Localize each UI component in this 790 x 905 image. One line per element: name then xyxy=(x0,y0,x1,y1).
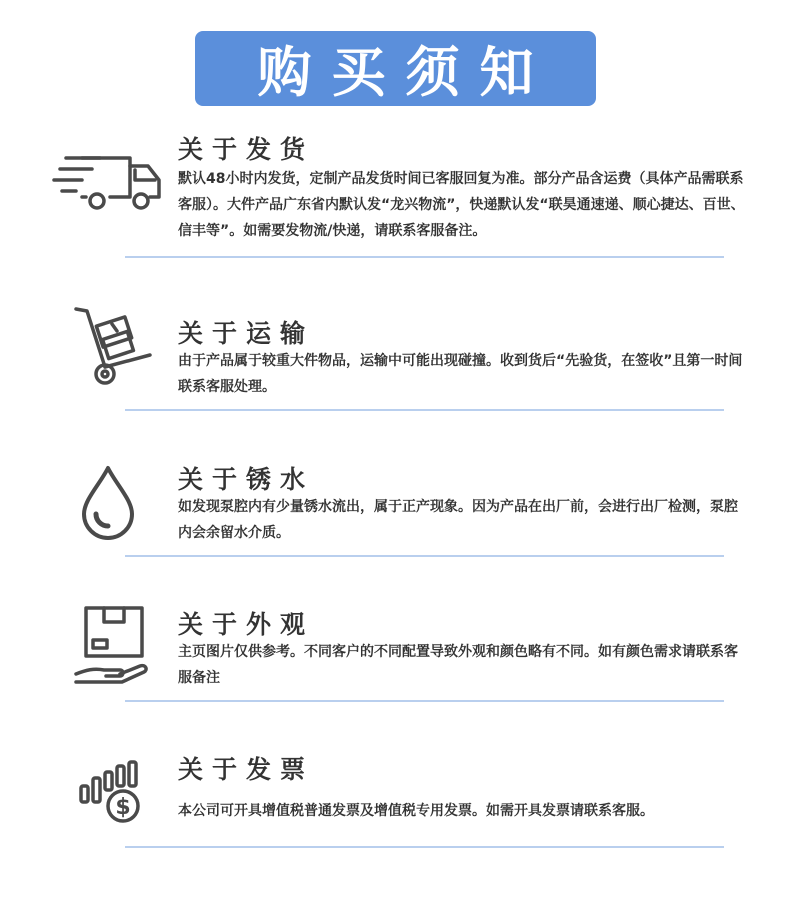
page-title: 购买须知 xyxy=(257,40,554,104)
section-body: 主页图片仅供参考。不同客户的不同配置导致外观和颜色略有不同。如有颜色需求请联系客服备注 xyxy=(178,644,738,686)
header-banner xyxy=(195,31,596,106)
divider xyxy=(125,700,724,702)
divider xyxy=(125,409,724,411)
delivery-truck-icon xyxy=(52,150,164,212)
section-title: 关于外观 xyxy=(178,610,315,639)
invoice-dollar-icon xyxy=(78,760,144,826)
section-body: 由于产品属于较重大件物品，运输中可能出现碰撞。收到货后“先验货，在签收”且第一时间联系客服处理。 xyxy=(178,353,743,395)
divider xyxy=(125,555,724,557)
svg-text:$: $ xyxy=(115,795,131,820)
section-body: 默认48小时内发货，定制产品发货时间已客服回复为准。部分产品含运费（具体产品需联系客服）。大件产品广东省内默认发“龙兴物流”，快递默认发“联昊通速递、顺心捷达、百世、信丰等”。如需要发物流/快递，请联系客服备注。 xyxy=(178,171,745,239)
divider xyxy=(125,846,724,848)
section-title: 关于锈水 xyxy=(178,465,315,494)
section-title: 关于发票 xyxy=(178,755,315,784)
divider xyxy=(125,256,724,258)
section-title: 关于发货 xyxy=(178,135,315,164)
section-title: 关于运输 xyxy=(178,319,315,348)
box-on-hand-icon xyxy=(72,604,154,686)
section-body: 本公司可开具增值税普通发票及增值税专用发票。如需开具发票请联系客服。 xyxy=(178,803,654,819)
section-body: 如发现泵腔内有少量锈水流出，属于正产现象。因为产品在出厂前，会进行出厂检测，泵腔内会余留水介质。 xyxy=(178,499,738,541)
hand-truck-icon xyxy=(72,305,154,387)
water-drop-icon xyxy=(80,464,136,540)
